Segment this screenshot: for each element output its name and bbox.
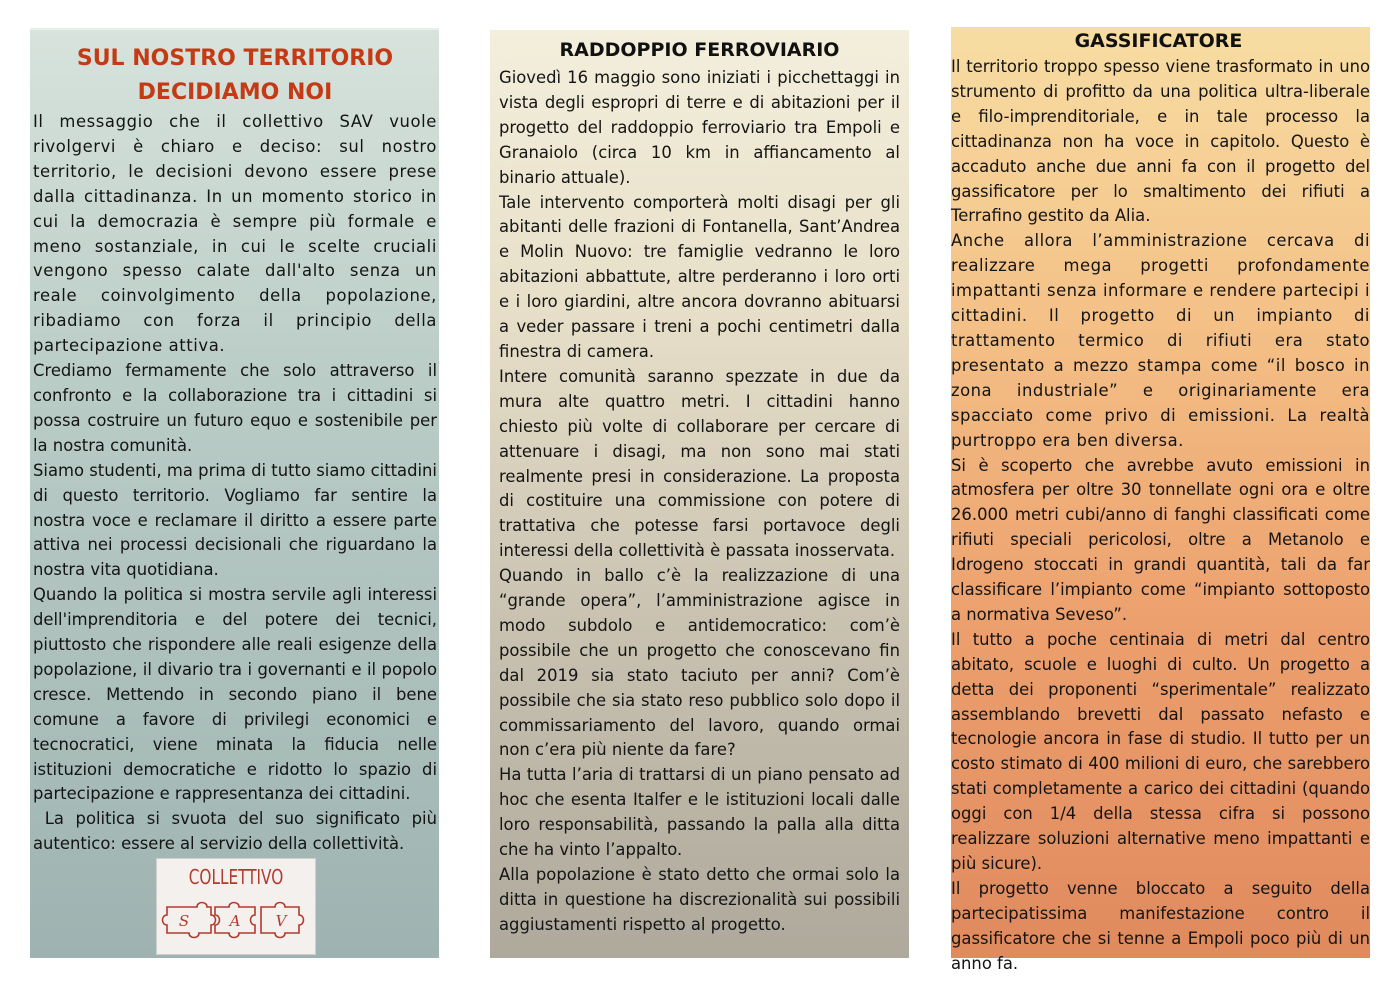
logo-text: COLLETTIVO bbox=[188, 865, 284, 889]
paragraph: Intere comunità saranno spezzate in due da mura alte quattro metri. I cittadini hanno chiesto più volte di collaborare per cercare di attenuare i disagi, ma non sono mai stati realmente presi in considerazione. La proposta di costituire una commissione con potere di trattativa che potesse farsi portavoce degli interessi della collettività è passata inosservata. bbox=[499, 366, 900, 561]
paragraph: Crediamo fermamente che solo attraverso il confronto e la collaborazione tra i cittadini si possa costruire un futuro equo e sostenibile per la nostra comunità. bbox=[33, 361, 437, 455]
paragraph: Anche allora l’amministrazione cercava di realizzare mega progetti profondamente impattanti senza informare e rendere partecipi i cittadini. Il progetto di un impianto di trattamento termico di rifiuti era stato presentato a mezzo stampa come “il bosco in zona industriale” e originariamente era spacciato come privo di emissioni. La realtà purtroppo era ben diversa. bbox=[951, 231, 1370, 450]
paragraph: Quando la politica si mostra servile agli interessi dell'imprenditoria e del potere dei tecnici, piuttosto che rispondere alle reali esigenze della popolazione, il divario tra i governanti e il popolo cresce. Mettendo in secondo piano il bene comune a favore di privilegi economici e tecnocratici, viene minata la fiducia nelle istituzioni democratiche e ridotto lo spazio di partecipazione e rappresentanza dei cittadini. bbox=[33, 585, 437, 804]
paragraph: Il territorio troppo spesso viene trasformato in uno strumento di profitto da una politica ultra-liberale e filo-imprenditoriale, e in tale processo la cittadinanza non ha voce in capitolo. Questo è accaduto anche due anni fa con il progetto del gassificatore per lo smaltimento dei rifiuti a Terrafino gestito da Alia. bbox=[951, 57, 1370, 226]
puzzle-pieces-icon bbox=[157, 859, 315, 954]
column-territorio bbox=[30, 30, 443, 958]
paragraph: Il progetto venne bloccato a seguito della partecipatissima manifestazione contro il gassificatore che si tenne a Empoli poco più di un anno fa. bbox=[951, 878, 1370, 973]
paragraph: La politica si svuota del suo significato più autentico: essere al servizio della collettività. bbox=[33, 809, 443, 854]
paragraph: Quando in ballo c’è la realizzazione di una “grande opera”, l’amministrazione agisce in modo subdolo e antidemocratico: com’è possibile che un progetto che conoscevano fin dal 2019 sia stato taciuto per anni? Com’è possibile che sia stato reso pubblico solo dopo il commissariamento del lavoro, quando ormai non c’era più niente da fare? bbox=[499, 566, 900, 760]
paragraph: Alla popolazione è stato detto che ormai solo la ditta in questione ha discrezionalità sui possibili aggiustamenti rispetto al progetto. bbox=[499, 865, 900, 934]
column-raddoppio-ferroviario bbox=[490, 30, 909, 958]
logo-letter-a: A bbox=[229, 912, 241, 930]
paragraph: Il messaggio che il collettivo SAV vuole rivolgervi è chiaro e deciso: sul nostro territorio, le decisioni devono essere prese dalla cittadinanza. In un momento storico in cui la democrazia è sempre più formale e meno sostanziale, in cui le scelte cruciali vengono spesso calate dall'alto senza un reale coinvolgimento della popolazione, ribadiamo con forza il principio della partecipazione attiva. bbox=[33, 112, 437, 356]
paragraph: Tale intervento comporterà molti disagi per gli abitanti delle frazioni di Fontanella, Sant’Andrea e Molin Nuovo: tre famiglie vedranno le loro abitazioni abbattute, altre perderanno i loro orti e i loro giardini, altre ancora dovranno abituarsi a veder passare i treni a pochi centimetri dalla finestra di camera. bbox=[499, 192, 900, 361]
title-line-2: DECIDIAMO NOI bbox=[137, 80, 333, 105]
paragraph: Ha tutta l’aria di trattarsi di un piano pensato ad hoc che esenta Italfer e le istituzioni locali dalle loro responsabilità, passando la palla alla ditta che ha vinto l’appalto. bbox=[499, 765, 900, 860]
column-gassificatore bbox=[951, 27, 1370, 973]
column-title: RADDOPPIO FERROVIARIO bbox=[559, 39, 840, 61]
paragraph: Si è scoperto che avrebbe avuto emissioni in atmosfera per oltre 30 tonnellate ogni ora e oltre 26.000 metri cubi/anno di fanghi classificati come rifiuti speciali pericolosi, oltre a Metanolo e Idrogeno stoccati in grandi quantità, tali da far classificare l’impianto come “impianto sottoposto a normativa Seveso”. bbox=[951, 455, 1370, 624]
collettivo-sav-logo bbox=[156, 858, 316, 955]
logo-letter-s: S bbox=[178, 912, 190, 930]
logo-letter-v: V bbox=[275, 912, 287, 930]
paragraph: Il tutto a poche centinaia di metri dal centro abitato, scuole e luoghi di culto. Un progetto a detta dei proponenti “sperimentale” realizzato assemblando brevetti dal passato nefasto e tecnologie ancora in fase di studio. Il tutto per un costo stimato di 400 milioni di euro, che sarebbero stati completamente a carico dei cittadini (quando oggi con 1/4 della stessa cifra si possono realizzare soluzioni alternative meno impattanti e più sicure). bbox=[951, 629, 1370, 873]
paragraph: Siamo studenti, ma prima di tutto siamo cittadini di questo territorio. Vogliamo far sentire la nostra voce e reclamare il diritto a essere parte attiva nei processi decisionali che riguardano la nostra vita quotidiana. bbox=[33, 460, 437, 580]
paragraph: Giovedì 16 maggio sono iniziati i picchettaggi in vista degli espropri di terre e di abitazioni per il progetto del raddoppio ferroviario tra Empoli e Granaiolo (circa 10 km in affiancamento al binario attuale). bbox=[499, 68, 900, 187]
title-line-1: SUL NOSTRO TERRITORIO bbox=[76, 46, 394, 71]
column-title: GASSIFICATORE bbox=[1074, 30, 1243, 52]
